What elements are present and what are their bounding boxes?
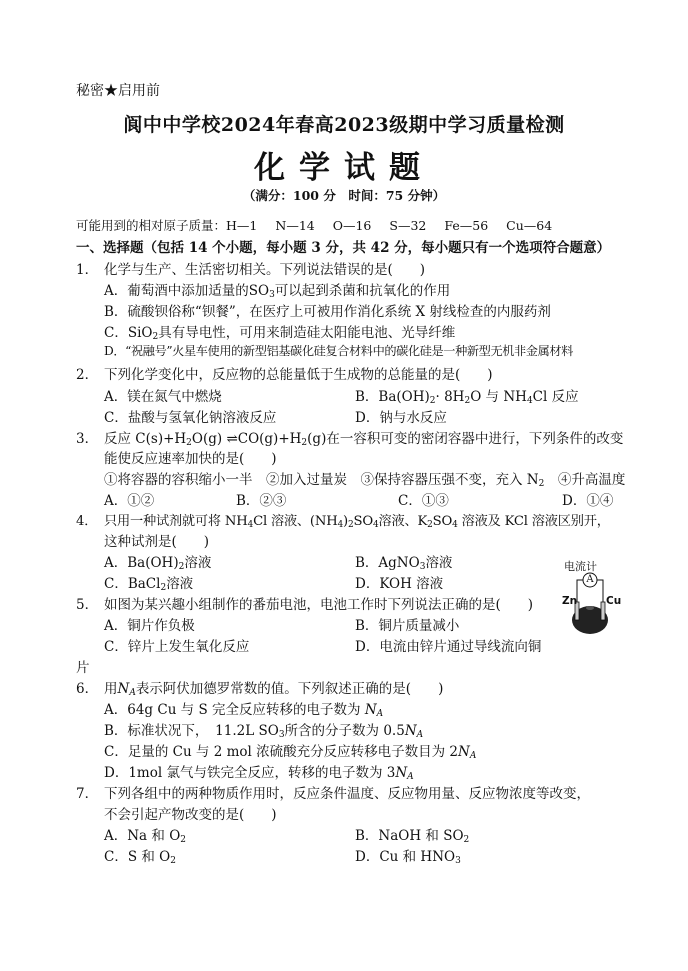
q1-option-a: A．葡萄酒中添加适量的$SO_3$可以起到杀菌和抗氧化的作用 — [104, 283, 451, 300]
question-7-line-2: 不会引起产物改变的是( ) — [104, 807, 277, 823]
cu-label: Cu — [606, 595, 622, 607]
q3-option-c: C．①③ — [398, 493, 449, 509]
atomic-masses: 可能用到的相对原子质量：H—1 N—14 O—16 S—32 Fe—56 Cu—64 — [76, 218, 553, 233]
q2-option-c: C．盐酸与氢氧化钠溶液反应 — [104, 410, 277, 426]
question-6: 6． 用$N_A$表示阿伏加德罗常数的值。下列叙述正确的是( ) — [76, 681, 444, 698]
q5-option-b: B．铜片质量减小 — [355, 618, 460, 634]
q2-option-a: A．镁在氮气中燃烧 — [104, 389, 222, 405]
question-3: 3． 反应 $C(s)+H_2O(g)$ $\rightleftharpoons CO(g)+H_2(g)$在一容积可变的密闭容器中进行，下列条件的改变 — [76, 431, 624, 448]
question-4-line-2: 这种试剂是( ) — [104, 534, 210, 550]
q1-option-b: B．硫酸钡俗称“钡餐”，在医疗上可被用作消化系统 X 射线检查的内服药剂 — [104, 304, 551, 320]
question-4: 4． 只用一种试剂就可将 $NH_4Cl$ 溶液、$(NH_4)_2SO_4$溶液、$K_2SO_4$ 溶液及 KCl 溶液区别开， — [76, 514, 610, 530]
q1-option-d: D．“祝融号”火星车使用的新型铝基碳化硅复合材料中的碳化硅是一种新型无机非金属材料 — [104, 344, 573, 358]
question-7: 7． 下列各组中的两种物质作用时，反应条件温度、反应物用量、反应物浓度等改变， — [76, 786, 590, 802]
subject-title: 化学试题 — [254, 150, 434, 186]
q5-option-d: D．电流由锌片通过导线流向铜 — [355, 639, 542, 655]
q7-option-b: B．NaOH 和 $SO_2$ — [355, 828, 470, 845]
q6-option-d: D．1mol 氯气与铁完全反应，转移的电子数为 $3N_A$ — [104, 765, 414, 782]
q7-option-a: A．Na 和 $O_2$ — [104, 828, 186, 845]
q7-option-d: D．Cu 和 $HNO_3$ — [355, 849, 461, 866]
question-1: 1． 化学与生产、生活密切相关。下列说法错误的是( ) — [76, 262, 426, 278]
q4-option-c: C．BaCl$_2$溶液 — [104, 576, 194, 593]
q6-option-c: C．足量的 Cu 与 2 mol 浓硫酸充分反应转移电子数目为 $2N_A$ — [104, 744, 477, 761]
question-2: 2． 下列化学变化中，反应物的总能量低于生成物的总能量的是( ) — [76, 367, 493, 383]
q2-option-d: D．钠与水反应 — [355, 410, 447, 426]
exam-title: 阆中中学校2024年春高2023级期中学习质量检测 — [123, 114, 565, 136]
copper-electrode — [601, 602, 605, 620]
q3-conditions: ①将容器的容积缩小一半 ②加入过量炭 ③保持容器压强不变，充入 $N_2$ ④升高温度 — [104, 472, 626, 489]
q4-option-d: D．KOH 溶液 — [355, 576, 444, 592]
section-heading: 一、选择题（包括 14 个小题，每小题 3 分，共 42 分，每小题只有一个选项符合题意） — [76, 240, 611, 256]
q3-option-b: B．②③ — [236, 493, 287, 509]
exam-info: （满分：100 分 时间：75 分钟） — [242, 188, 446, 203]
question-5: 5． 如图为某兴趣小组制作的番茄电池，电池工作时下列说法正确的是( ) — [76, 597, 534, 613]
secret-label: 秘密★启用前 — [76, 83, 160, 99]
q5-option-c: C．锌片上发生氧化反应 — [104, 639, 250, 655]
q5-option-a: A．铜片作负极 — [104, 618, 195, 634]
ammeter-label: 电流计 — [564, 560, 597, 573]
zn-label: Zn — [562, 595, 578, 607]
q2-option-b: B．$Ba(OH)_2\cdot 8H_2O$ 与 $NH_4Cl$ 反应 — [355, 389, 579, 406]
q7-option-c: C．S 和 $O_2$ — [104, 849, 176, 866]
q3-option-d: D．①④ — [562, 493, 614, 509]
q5-option-d-wrap: 片 — [76, 660, 90, 676]
q6-option-a: A．64g Cu 与 S 完全反应转移的电子数为 $N_A$ — [104, 702, 384, 719]
q3-option-a: A．①② — [104, 493, 155, 509]
q4-option-b: B．AgNO$_3$溶液 — [355, 555, 453, 572]
q1-option-c: C．SiO$_2$具有导电性，可用来制造硅太阳能电池、光导纤维 — [104, 325, 456, 342]
q6-option-b: B．标准状况下， 11.2L $SO_3$所含的分子数为 $0.5N_A$ — [104, 723, 424, 740]
q4-option-a: A．$Ba(OH)_2$溶液 — [104, 555, 212, 572]
tomato-battery-figure: 电流计 A Zn Cu — [556, 558, 624, 640]
question-3-line-2: 能使反应速率加快的是( ) — [104, 451, 277, 467]
